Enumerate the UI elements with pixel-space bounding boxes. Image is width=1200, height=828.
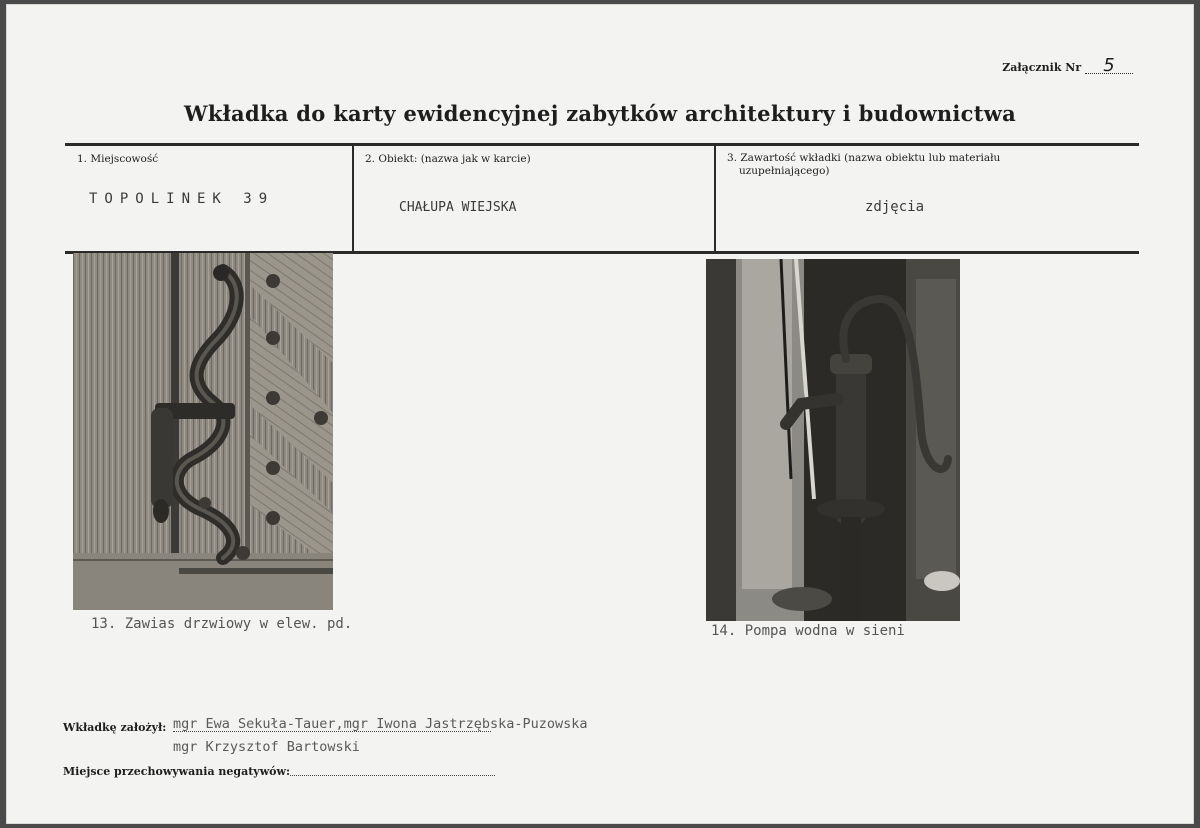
water-pump-image xyxy=(706,259,960,621)
object-label: 2. Obiekt: (nazwa jak w karcie) xyxy=(365,153,531,165)
author-line2: mgr Krzysztof Bartowski xyxy=(173,739,360,755)
locality-label: 1. Miejscowość xyxy=(77,153,159,165)
author-line1: mgr Ewa Sekuła-Tauer,mgr Iwona Jastrzębska-Puzowska xyxy=(173,716,588,732)
author-dotted-line xyxy=(173,731,491,732)
negatives-label: Miejsce przechowywania negatywów: xyxy=(63,765,291,778)
contents-label-line2: uzupełniającego) xyxy=(739,165,830,177)
photo-14-caption: 14. Pompa wodna w sieni xyxy=(711,623,905,639)
column-divider-2 xyxy=(714,146,716,251)
contents-label-line1: 3. Zawartość wkładki (nazwa obiektu lub materiału xyxy=(727,152,1001,164)
annex-label: Załącznik Nr xyxy=(1002,61,1082,74)
column-divider-1 xyxy=(352,146,354,251)
object-value: CHAŁUPA WIEJSKA xyxy=(399,200,517,215)
photo-13-caption: 13. Zawias drzwiowy w elew. pd. xyxy=(91,616,353,632)
document-sheet xyxy=(6,4,1194,824)
page-title: Wkładka do karty ewidencyjnej zabytków architektury i budownictwa xyxy=(183,101,1017,126)
annex-number-value: 5 xyxy=(1085,59,1133,74)
photo-water-pump xyxy=(706,259,960,621)
author-label: Wkładkę założył: xyxy=(63,721,167,734)
table-top-rule xyxy=(65,143,1139,146)
annex-number xyxy=(1002,55,1133,76)
photo-door-hinge xyxy=(73,253,333,610)
negatives-dotted-line xyxy=(290,775,495,776)
door-hinge-image xyxy=(73,253,333,610)
locality-value: TOPOLINEK 39 xyxy=(89,191,275,207)
contents-label xyxy=(727,152,1000,178)
contents-value: zdjęcia xyxy=(865,199,925,215)
